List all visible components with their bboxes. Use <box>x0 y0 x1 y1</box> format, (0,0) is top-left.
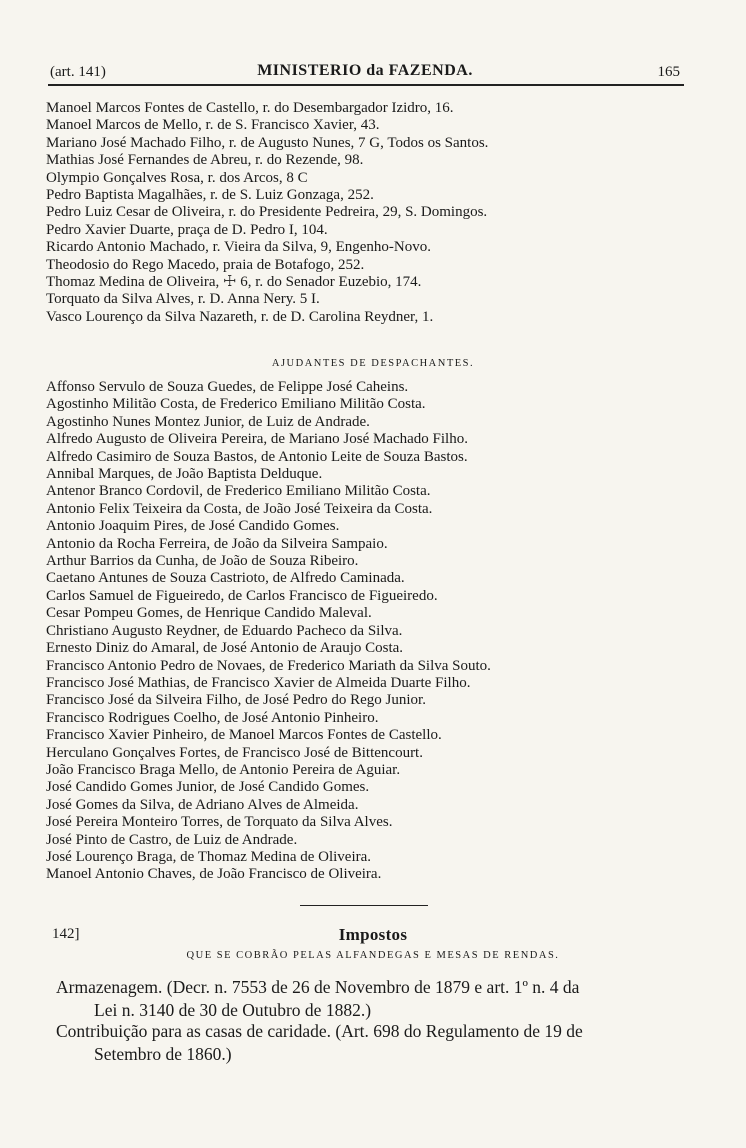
entry-continuation: Lei n. 3140 de 30 de Outubro de 1882.) <box>94 1000 372 1020</box>
entry-line: Contribuição para as casas de caridade. (Art. 698 do Regulamento de 19 de <box>56 1021 583 1041</box>
list-item: Annibal Marques, de João Baptista Delduque. <box>46 466 323 483</box>
list-item: Ricardo Antonio Machado, r. Vieira da Silva, 9, Engenho-Novo. <box>46 239 431 256</box>
list-item: Cesar Pompeu Gomes, de Henrique Candido Maleval. <box>46 605 372 622</box>
list-item: José Pinto de Castro, de Luiz de Andrade. <box>46 831 298 848</box>
list-item: Pedro Baptista Magalhães, r. de S. Luiz Gonzaga, 252. <box>46 187 374 204</box>
section-divider <box>300 905 428 906</box>
list-item: Olympio Gonçalves Rosa, r. dos Arcos, 8 C <box>46 169 308 186</box>
article-subtitle: QUE SE COBRÃO PELAS ALFANDEGAS E MESAS DE RENDAS. <box>186 950 560 961</box>
list-item: Caetano Antunes de Souza Castrioto, de Alfredo Caminada. <box>46 570 405 587</box>
list-item: Herculano Gonçalves Fortes, de Francisco José de Bittencourt. <box>46 744 423 761</box>
list-item: José Candido Gomes Junior, de José Candido Gomes. <box>46 779 370 796</box>
list-item: Christiano Augusto Reydner, de Eduardo Pacheco da Silva. <box>46 622 403 639</box>
running-header <box>50 62 680 82</box>
list-item: Manoel Antonio Chaves, de João Francisco de Oliveira. <box>46 866 382 883</box>
list-item: João Francisco Braga Mello, de Antonio Pereira de Aguiar. <box>46 761 401 778</box>
list-item: Ernesto Diniz do Amaral, de José Antonio de Araujo Costa. <box>46 640 404 657</box>
list-item: José Gomes da Silva, de Adriano Alves de Almeida. <box>46 796 359 813</box>
list-item: Theodosio do Rego Macedo, praia de Botafogo, 252. <box>46 256 365 273</box>
ministry-title: MINISTERIO da FAZENDA. <box>257 62 473 79</box>
entry-continuation: Setembro de 1860.) <box>94 1044 232 1064</box>
list-item: Manoel Marcos Fontes de Castello, r. do Desembargador Izidro, 16. <box>46 100 454 116</box>
list-item: Manoel Marcos de Mello, r. de S. Francisco Xavier, 43. <box>46 117 380 134</box>
list-item: Pedro Luiz Cesar de Oliveira, r. do Presidente Pedreira, 29, S. Domingos. <box>46 204 488 221</box>
despachantes-list <box>46 100 488 326</box>
list-item: Mathias José Fernandes de Abreu, r. do Rezende, 98. <box>46 152 364 169</box>
list-item: Francisco Antonio Pedro de Novaes, de Frederico Mariath da Silva Souto. <box>46 657 491 674</box>
list-item: Pedro Xavier Duarte, praça de D. Pedro I, 104. <box>46 221 328 238</box>
list-item: José Lourenço Braga, de Thomaz Medina de Oliveira. <box>46 848 372 865</box>
list-item: Francisco José da Silveira Filho, de José Pedro do Rego Junior. <box>46 692 426 709</box>
page-number: 165 <box>657 64 680 80</box>
list-item: Antonio da Rocha Ferreira, de João da Silveira Sampaio. <box>46 535 388 552</box>
list-item: Arthur Barrios da Cunha, de João de Souza Ribeiro. <box>46 553 359 570</box>
tax-entry-caridade <box>56 1020 696 1066</box>
list-item: Francisco Xavier Pinheiro, de Manoel Marcos Fontes de Castello. <box>46 727 442 744</box>
list-item: Antenor Branco Cordovil, de Frederico Emiliano Militão Costa. <box>46 483 431 500</box>
header-rule <box>48 84 684 86</box>
list-item: Carlos Samuel de Figueiredo, de Carlos Francisco de Figueiredo. <box>46 587 438 604</box>
tax-entry-armazenagem <box>56 976 696 1022</box>
ajudantes-list <box>46 379 491 884</box>
entry-line: Armazenagem. (Decr. n. 7553 de 26 de Novembro de 1879 e art. 1º n. 4 da <box>56 977 580 997</box>
list-item: Francisco José Mathias, de Francisco Xavier de Almeida Duarte Filho. <box>46 674 471 691</box>
article-number: 142] <box>52 926 80 942</box>
list-item: Mariano José Machado Filho, r. de Augusto Nunes, 7 G, Todos os Santos. <box>46 134 489 151</box>
list-item: Thomaz Medina de Oliveira, ☩ 6, r. do Senador Euzebio, 174. <box>46 274 422 291</box>
list-item: José Pereira Monteiro Torres, de Torquato da Silva Alves. <box>46 814 393 831</box>
list-item: Antonio Felix Teixeira da Costa, de João José Teixeira da Costa. <box>46 500 433 517</box>
list-item: Agostinho Militão Costa, de Frederico Emiliano Militão Costa. <box>46 396 426 413</box>
list-item: Alfredo Augusto de Oliveira Pereira, de Mariano José Machado Filho. <box>46 431 468 448</box>
list-item: Affonso Servulo de Souza Guedes, de Felippe José Caheins. <box>46 379 409 395</box>
list-item: Agostinho Nunes Montez Junior, de Luiz de Andrade. <box>46 413 370 430</box>
article-title: Impostos <box>338 925 408 944</box>
list-item: Torquato da Silva Alves, r. D. Anna Nery. 5 I. <box>46 291 320 308</box>
list-item: Vasco Lourenço da Silva Nazareth, r. de D. Carolina Reydner, 1. <box>46 308 434 325</box>
list-item: Antonio Joaquim Pires, de José Candido Gomes. <box>46 518 340 535</box>
list-item: Alfredo Casimiro de Souza Bastos, de Antonio Leite de Souza Bastos. <box>46 448 468 465</box>
ajudantes-heading: AJUDANTES DE DESPACHANTES. <box>271 358 475 369</box>
article-reference: (art. 141) <box>50 64 106 80</box>
list-item: Francisco Rodrigues Coelho, de José Antonio Pinheiro. <box>46 709 379 726</box>
